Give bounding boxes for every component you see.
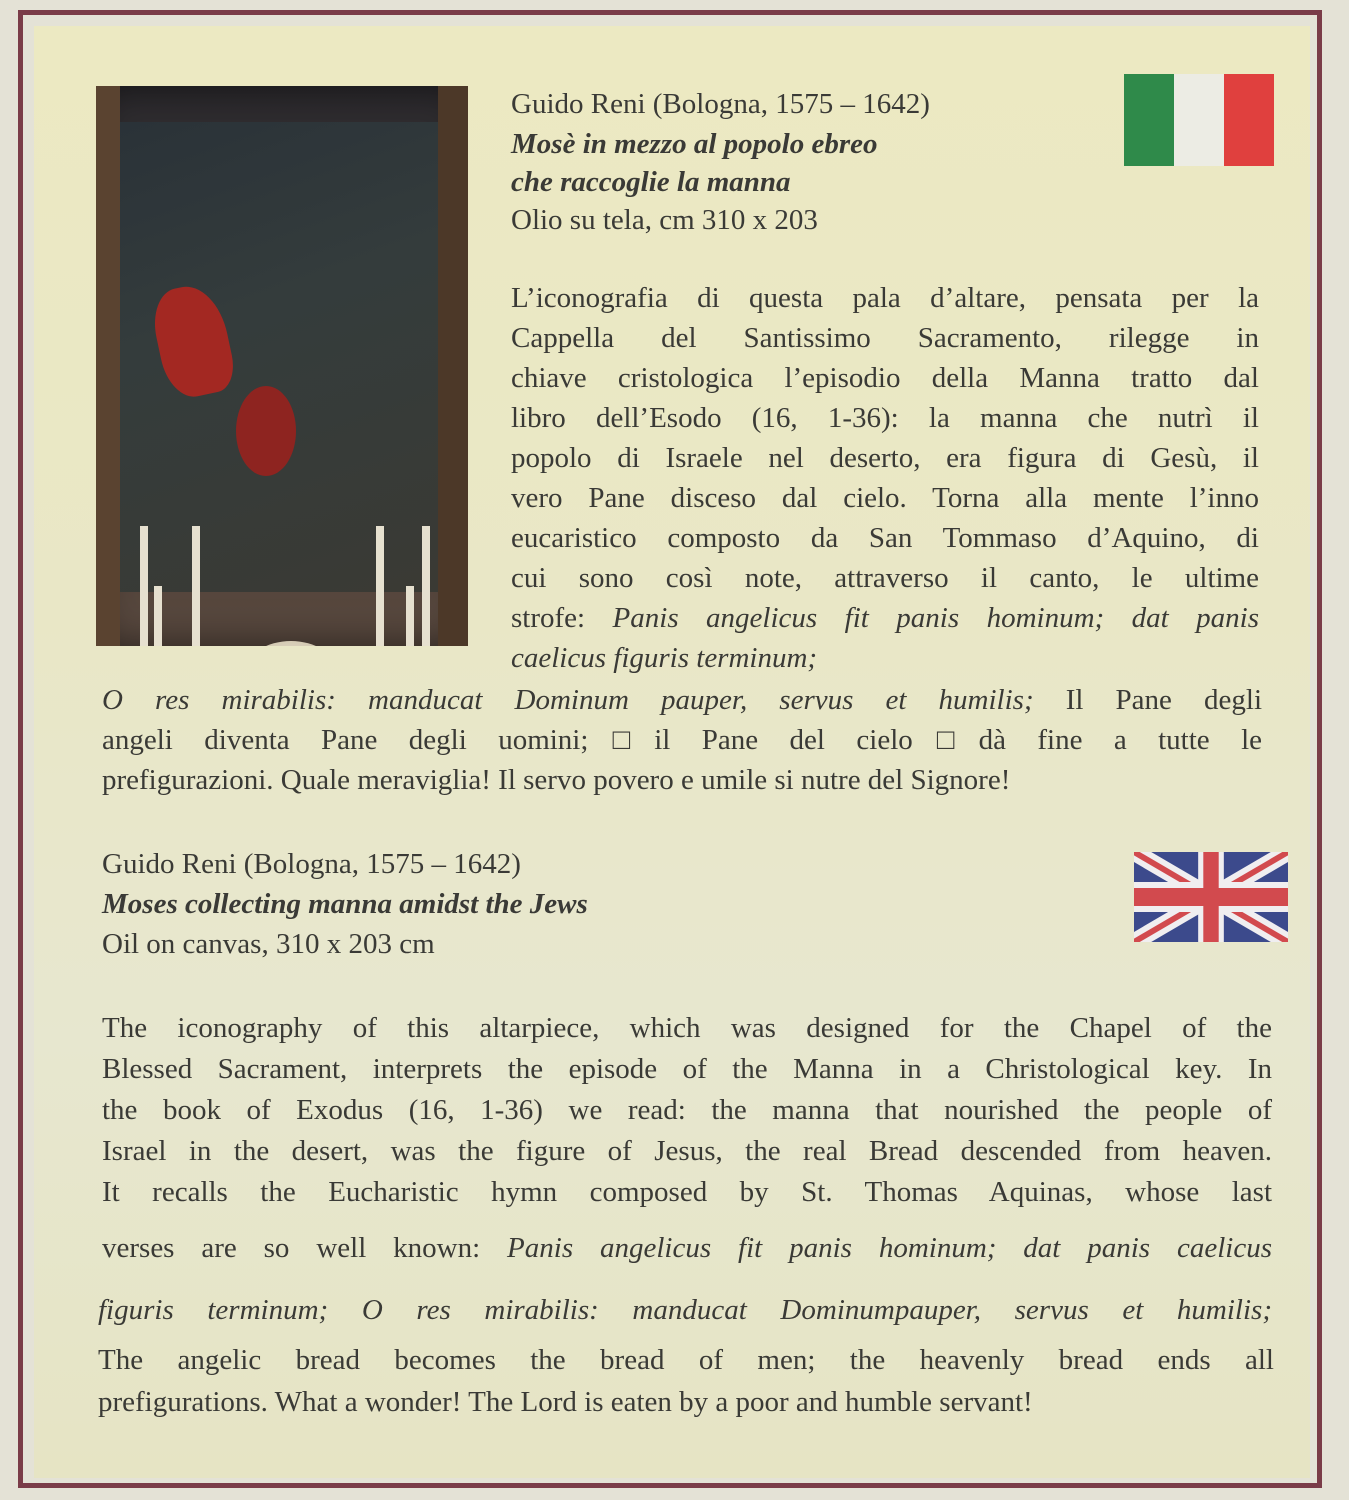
- english-body-line: prefigurations. What a wonder! The Lord is eaten by a poor and humble servant!: [98, 1386, 1033, 1418]
- english-body-line: The iconography of this altarpiece, which was designed for the Chapel of the: [102, 1012, 1272, 1044]
- english-body-line: Israel in the desert, was the figure of Jesus, the real Bread descended from heaven.: [102, 1135, 1272, 1167]
- italian-artist: Guido Reni (Bologna, 1575 – 1642): [511, 88, 930, 120]
- english-body-line: It recalls the Eucharistic hymn composed by St. Thomas Aquinas, whose last: [102, 1176, 1272, 1208]
- italian-body-line-latin: strofe: Panis angelicus fit panis hominum; dat panis: [511, 602, 1259, 634]
- italian-body-line: cui sono così note, attraverso il canto, le ultime: [511, 562, 1259, 594]
- english-medium: Oil on canvas, 310 x 203 cm: [102, 928, 435, 960]
- italian-body-line: angeli diventa Pane degli uomini;□il Pane del cielo□dà fine a tutte le: [102, 724, 1262, 756]
- italian-body-line: prefigurazioni. Quale meraviglia! Il servo povero e umile si nutre del Signore!: [102, 764, 1011, 796]
- english-body-line-latin: verses are so well known: Panis angelicus fit panis hominum; dat panis caelicus: [102, 1232, 1273, 1264]
- painting-photo: [96, 86, 468, 646]
- italy-flag-icon: [1124, 74, 1274, 166]
- italian-body-line: L’iconografia di questa pala d’altare, pensata per la: [511, 282, 1259, 314]
- english-title: Moses collecting manna amidst the Jews: [102, 888, 588, 920]
- italian-title-line2: che raccoglie la manna: [511, 166, 791, 198]
- english-body-line: Blessed Sacrament, interprets the episode of the Manna in a Christological key. In: [102, 1053, 1272, 1085]
- italian-medium: Olio su tela, cm 310 x 203: [511, 204, 818, 236]
- english-body-line: the book of Exodus (16, 1-36) we read: the manna that nourished the people of: [102, 1094, 1272, 1126]
- italian-body-line: popolo di Israele nel deserto, era figura di Gesù, il: [511, 442, 1259, 474]
- italian-body-line: vero Pane disceso dal cielo. Torna alla mente l’inno: [511, 482, 1259, 514]
- italian-body-line: libro dell’Esodo (16, 1-36): la manna che nutrì il: [511, 402, 1259, 434]
- italian-title-line1: Mosè in mezzo al popolo ebreo: [511, 128, 878, 160]
- italian-body-line: chiave cristologica l’episodio della Manna tratto dal: [511, 362, 1259, 394]
- english-latin-line: figuris terminum; O res mirabilis: manducat Dominumpauper, servus et humilis;: [98, 1294, 1272, 1326]
- english-body-line: The angelic bread becomes the bread of men; the heavenly bread ends all: [98, 1344, 1274, 1376]
- italian-latin-line: caelicus figuris terminum;: [511, 642, 818, 674]
- italian-body-line-latin: O res mirabilis: manducat Dominum pauper, servus et humilis; Il Pane degli: [102, 684, 1263, 716]
- uk-flag-icon: [1134, 852, 1288, 942]
- italian-body-line: Cappella del Santissimo Sacramento, rilegge in: [511, 322, 1259, 354]
- italian-body-line: eucaristico composto da San Tommaso d’Aquino, di: [511, 522, 1259, 554]
- english-artist: Guido Reni (Bologna, 1575 – 1642): [102, 848, 521, 880]
